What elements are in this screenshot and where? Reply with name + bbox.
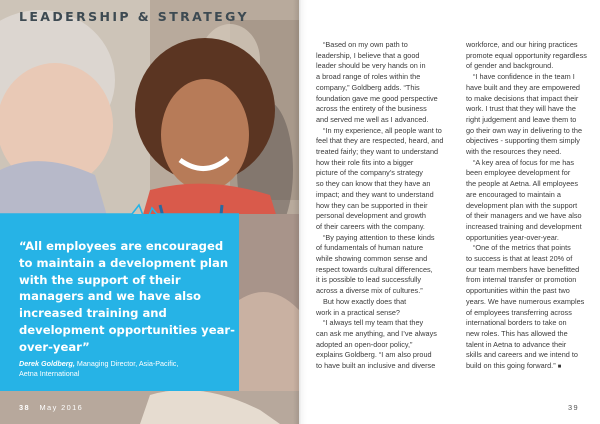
article-line: foundation gave me good perspective [316, 93, 438, 103]
article-line: work in a practical sense? [316, 307, 400, 317]
end-mark-icon: ■ [557, 364, 562, 371]
article-line: treated fairly; they want to understand [316, 147, 439, 157]
article-line: “I have confidence in the team I [473, 72, 575, 82]
pull-quote-box [0, 214, 239, 391]
article-line: to success is that at least 20% of [466, 254, 573, 264]
article-line: respect towards cultural differences, [316, 264, 433, 274]
article-line: impact; and they want to understand [316, 189, 434, 199]
article-line: of fundamentals of human nature [316, 243, 424, 253]
article-line: how they can be supported in their [316, 200, 428, 210]
article-line: objectives - supporting them simply [466, 136, 580, 146]
article-line: so they can know that they have an [316, 179, 431, 189]
article-line: leader should be very hands on in [316, 61, 426, 71]
article-line: and served me well as I advanced. [316, 114, 429, 124]
article-line: explains Goldberg. “I am also proud [316, 350, 432, 360]
article-line: can ask me anything, and I’ve always [316, 328, 437, 338]
article-line: go their own way in delivering to the [466, 125, 583, 135]
section-title: LEADERSHIP & STRATEGY [19, 9, 249, 24]
page-gutter [293, 0, 307, 424]
article-line: feel that they are respected, heard, and [316, 136, 444, 146]
article-line: opportunities within the past two [466, 286, 570, 296]
attribution-org: Aetna International [19, 369, 80, 378]
attribution-name: Derek Goldberg, [19, 359, 75, 368]
article-line: been employee development for [466, 168, 571, 178]
article-line: opportunities year-over-year. [466, 232, 559, 242]
article-line: across the entirety of the business [316, 104, 427, 114]
article-line: increased training and development [466, 221, 582, 231]
article-line: build on this going forward.” ■ [466, 361, 562, 371]
pull-quote-text: “All employees are encouraged to maintain a development plan with the support of their managers and we have also increased training and development opportunities year-over-year” [19, 239, 235, 354]
article-line: of their managers and we have also [466, 211, 582, 221]
article-line: the people at Aetna. All employees [466, 179, 578, 189]
article-column-2 [466, 40, 600, 373]
article-line: “One of the metrics that points [473, 243, 571, 253]
right-page-number: 39 [568, 403, 580, 412]
article-line: talent in Aetna to advance their [466, 339, 567, 349]
article-line: But how exactly does that [323, 296, 407, 306]
left-folio [19, 403, 83, 412]
article-line: workforce, and our hiring practices [466, 40, 578, 49]
article-line: a broad range of roles within the [316, 72, 421, 82]
article-line: “A key area of focus for me has [473, 157, 574, 167]
article-line: adopted an open-door policy,” [316, 339, 413, 349]
attribution-role: Managing Director, Asia-Pacific, [76, 359, 179, 368]
article-line: right judgement and leave them to [466, 114, 577, 124]
article-line: of gender and background. [466, 61, 554, 71]
article-line: “Based on my own path to [323, 40, 408, 49]
article-line: with the resources they need. [466, 147, 562, 157]
article-line: it is possible to lead successfully [316, 275, 422, 285]
article-line: across a diverse mix of cultures.” [316, 286, 423, 296]
article-line: personal development and growth [316, 211, 426, 221]
article-line: picture of the company’s strategy [316, 168, 423, 178]
left-page-number: 38 [19, 403, 31, 412]
issue-date: May 2016 [39, 403, 84, 412]
article-line: promote equal opportunity regardless [466, 50, 587, 60]
article-line: “By paying attention to these kinds [323, 232, 435, 242]
heartbeat-line-icon [0, 202, 239, 226]
article-line: leadership, I believe that a good [316, 50, 420, 60]
article-line: “In my experience, all people want to [323, 125, 442, 135]
left-page [0, 0, 299, 424]
article-line: company,” Goldberg adds. “This [316, 82, 420, 92]
article-line: “I always tell my team that they [323, 318, 424, 328]
pull-quote-attribution [19, 359, 234, 379]
article-line: development plan with the support [466, 200, 578, 210]
article-line: of their careers with the company. [316, 221, 425, 231]
article-line: are encouraged to maintain a [466, 189, 561, 199]
article-line: while showing common sense and [316, 254, 428, 264]
article-line: to have built an inclusive and diverse [316, 361, 436, 371]
article-line: to make decisions that impact their [466, 93, 579, 103]
article-line: of employees transferring across [466, 307, 572, 317]
article-line: from internal transfer or promotion [466, 275, 577, 285]
article-line: new roles. This has allowed the [466, 328, 568, 338]
article-line: years. We have numerous examples [466, 296, 585, 306]
article-line: how their role fits into a bigger [316, 157, 414, 167]
article-line: skills and careers and we intend to [466, 350, 578, 360]
article-line: our team members have benefitted [466, 264, 580, 274]
article-column-1 [316, 40, 463, 372]
article-line: have built and they are empowered [466, 82, 580, 92]
article-line: work. I trust that they will have the [466, 104, 576, 114]
article-line: international borders to take on [466, 318, 567, 328]
